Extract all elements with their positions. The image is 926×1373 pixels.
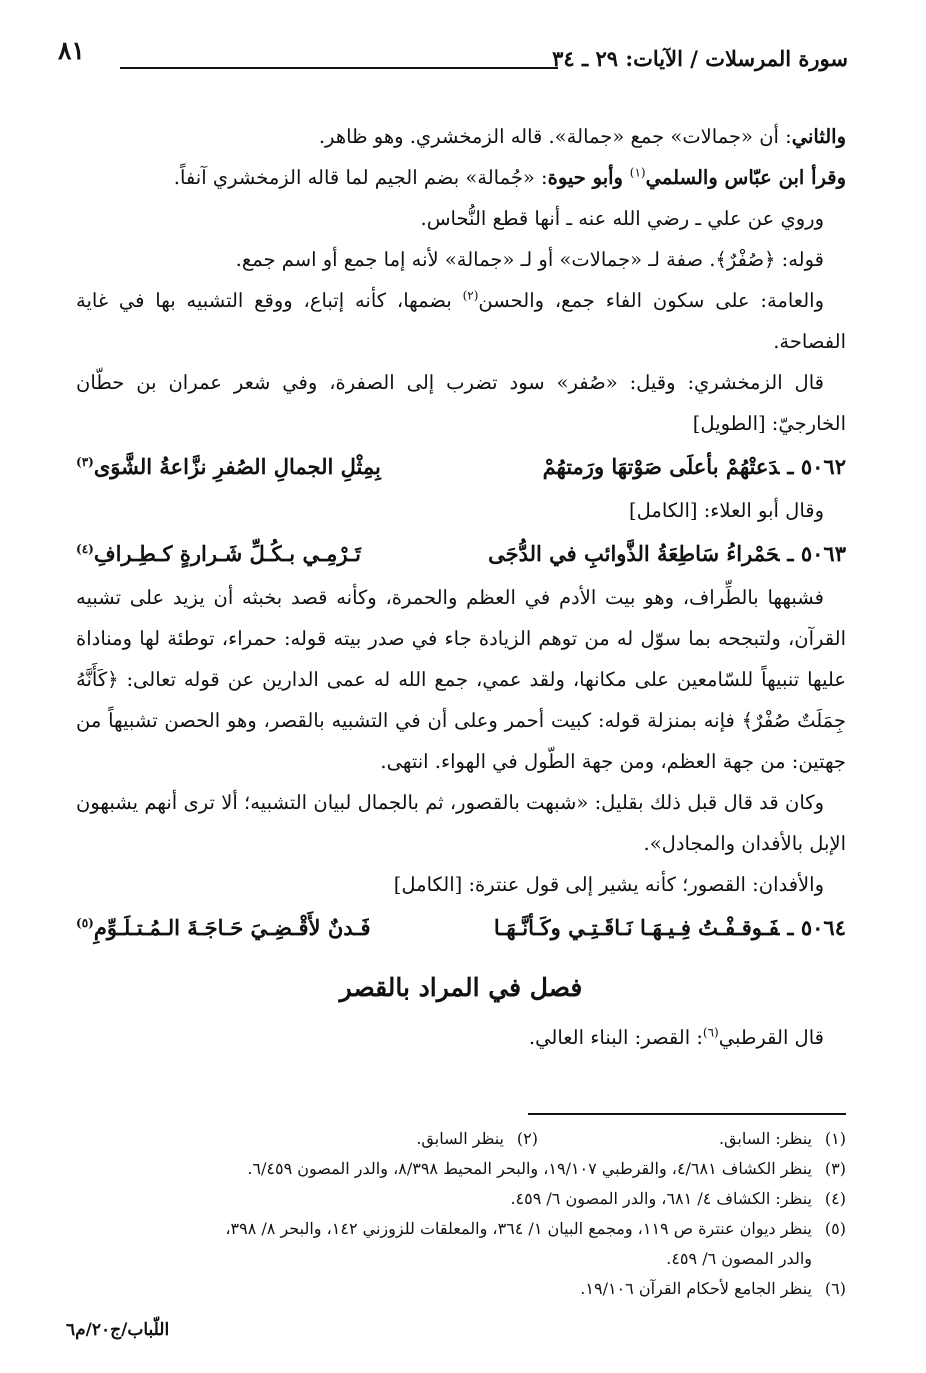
verse-text: تَـرْمِـي بـكُـلِّ شَـرارةٍ كـطِـرافِ bbox=[93, 541, 361, 566]
footnote-item bbox=[230, 1124, 538, 1154]
paragraph-label: وأبو حيوة bbox=[547, 166, 630, 189]
paragraph: وكان قد قال قبل ذلك بقليل: «شبهت بالقصور، ثم بالجمال لبيان التشبيه؛ ألا ترى أنهم يشبهون الإبل بالأفدان والمجادل». bbox=[76, 791, 846, 855]
verse-line bbox=[76, 533, 846, 575]
verse-second-hemistich bbox=[76, 907, 370, 949]
printer-signature: اللّباب/ج٢٠/م٦ bbox=[66, 1320, 170, 1340]
paragraph bbox=[76, 116, 846, 157]
footnote-ref[interactable]: (١) bbox=[629, 165, 646, 180]
verse-number: ٥٠٦٢ ـ bbox=[787, 454, 846, 479]
footnote-number: (٣) bbox=[824, 1159, 846, 1178]
main-text bbox=[76, 116, 846, 1058]
verse-number: ٥٠٦٤ ـ bbox=[787, 915, 846, 940]
footnote-separator bbox=[528, 1113, 846, 1115]
paragraph: وقال أبو العلاء: [الكامل] bbox=[629, 499, 824, 522]
paragraph bbox=[76, 1017, 846, 1058]
footnote-row bbox=[76, 1124, 846, 1154]
paragraph-label: وقرأ ابن عبّاس والسلمي bbox=[645, 166, 846, 189]
footnote-text: ينظر: السابق. bbox=[718, 1129, 812, 1148]
header-rule bbox=[120, 67, 558, 69]
paragraph: والأفدان: القصور؛ كأنه يشير إلى قول عنترة: [الكامل] bbox=[393, 873, 824, 896]
paragraph-text: قال القرطبي bbox=[718, 1026, 824, 1049]
paragraph-text: بضمها، كأنه إتباع، ووقع التشبيه بها في غاية الفصاحة. bbox=[76, 289, 846, 353]
verse-first-hemistich bbox=[543, 446, 846, 488]
footnote-text: ينظر الكشاف ٤/٦٨١، والقرطبي ١٩/١٠٧، والبحر المحيط ٨/٣٩٨، والدر المصون ٦/٤٥٩. bbox=[247, 1159, 812, 1178]
footnote-ref[interactable]: (٣) bbox=[76, 455, 94, 469]
footnote-number: (١) bbox=[824, 1129, 846, 1148]
footnote-item bbox=[76, 1214, 846, 1244]
paragraph bbox=[76, 157, 846, 198]
footnote-item bbox=[76, 1274, 846, 1304]
verse-second-hemistich bbox=[76, 446, 381, 488]
footnote-ref[interactable]: (٥) bbox=[76, 916, 94, 930]
running-title: سورة المرسلات / الآيات: ٢٩ ـ ٣٤ bbox=[552, 46, 848, 71]
footnote-item bbox=[76, 1184, 846, 1214]
paragraph-text: : القصر: البناء العالي. bbox=[528, 1026, 703, 1049]
verse-first-hemistich bbox=[494, 907, 846, 949]
verse-first-hemistich bbox=[488, 533, 846, 575]
verse-line bbox=[76, 446, 846, 488]
paragraph-text: والعامة: على سكون الفاء جمع، والحسن bbox=[478, 289, 824, 312]
footnote-item bbox=[538, 1124, 846, 1154]
footnote-text: ينظر ديوان عنترة ص ١١٩، ومجمع البيان ١/ ٣٦٤، والمعلقات للزوزني ١٤٢، والبحر ٨/ ٣٩٨، bbox=[225, 1219, 812, 1238]
footnote-text: ينظر السابق. bbox=[416, 1129, 504, 1148]
footnote-item bbox=[76, 1154, 846, 1184]
paragraph-text: : أن «جمالات» جمع «جمالة». قاله الزمخشري. وهو ظاهر. bbox=[318, 125, 792, 148]
verse-line bbox=[76, 907, 846, 949]
paragraph: وروي عن علي ـ رضي الله عنه ـ أنها قطع النُّحاس. bbox=[420, 207, 824, 230]
paragraph-label: والثاني bbox=[791, 125, 846, 148]
footnote-number: (٢) bbox=[516, 1129, 538, 1148]
page-header bbox=[58, 34, 848, 74]
footnotes bbox=[76, 1124, 846, 1304]
footnote-number: (٥) bbox=[824, 1219, 846, 1238]
section-title: فصل في المراد بالقصر bbox=[339, 973, 583, 1002]
verse-text: بِمِثْلِ الجمالِ الصُفرِ نزَّاعةُ الشَّوَى bbox=[93, 454, 381, 479]
footnote-number: (٦) bbox=[824, 1279, 846, 1298]
footnote-continuation: والدر المصون ٦/ ٤٥٩. bbox=[666, 1249, 812, 1268]
paragraph: قال الزمخشري: وقيل: «صُفر» سود تضرب إلى الصفرة، وفي شعر عمران بن حطّان الخارجيّ: [الطويل] bbox=[76, 371, 846, 435]
verse-text: دَعتْهُمْ بأعلَى صَوْتهَا ورَمتهُمْ bbox=[542, 454, 780, 479]
footnote-text: ينظر: الكشاف ٤/ ٦٨١، والدر المصون ٦/ ٤٥٩. bbox=[510, 1189, 812, 1208]
footnote-ref[interactable]: (٢) bbox=[462, 288, 479, 303]
footnote-ref[interactable]: (٦) bbox=[702, 1025, 719, 1040]
paragraph bbox=[76, 280, 846, 362]
paragraph-text: : «جُمالة» بضم الجيم لما قاله الزمخشري آنفاً. bbox=[173, 166, 548, 189]
footnote-text: ينظر الجامع لأحكام القرآن ١٩/١٠٦. bbox=[580, 1279, 812, 1298]
paragraph: قوله: ﴿صُفْرٌ﴾. صفة لـ «جمالات» أو لـ «جمالة» لأنه إما جمع أو اسم جمع. bbox=[235, 248, 824, 271]
footnote-ref[interactable]: (٤) bbox=[76, 542, 94, 556]
paragraph: فشبهها بالطِّراف، وهو بيت الأدم في العظم والحمرة، وكأنه قصد بخبثه أن يزيد على تشبيه القرآن، ولتبجحه بما سوّل له من توهم الزيادة جاء في صدر بيته قوله: حمراء، توطئة لها ومناداة عليها تنبيهاً للسّامعين على مكانها، ولقد عمي، جمع الله له عمى الدارين عن قوله تعالى: ﴿كَأَنَّهُ جِمَلَتٌ صُفْرٌ﴾ فإنه بمنزلة قوله: كبيت أحمر وعلى أن في التشبيه بالقصر، وهو الحصن تشبيهاً من جهتين: من جهة العظم، ومن جهة الطّول في الهواء. انتهى. bbox=[76, 586, 846, 773]
verse-number: ٥٠٦٣ ـ bbox=[787, 541, 846, 566]
page-number: ٨١ bbox=[58, 36, 85, 65]
verse-text: فَـوقـفْـتُ فِـيـهَـا نَـاقَـتِـي وكَـأنَّـهَـا bbox=[493, 915, 780, 940]
verse-second-hemistich bbox=[76, 533, 361, 575]
footnote-number: (٤) bbox=[824, 1189, 846, 1208]
verse-text: فَـدنٌ لأَقْـضِـيَ حَـاجَـةَ الـمُـتـلَـوِّمِ bbox=[93, 915, 371, 940]
verse-text: حَمْراءُ سَاطِعَةُ الذَّوائبِ في الدُّجَى bbox=[488, 541, 780, 566]
